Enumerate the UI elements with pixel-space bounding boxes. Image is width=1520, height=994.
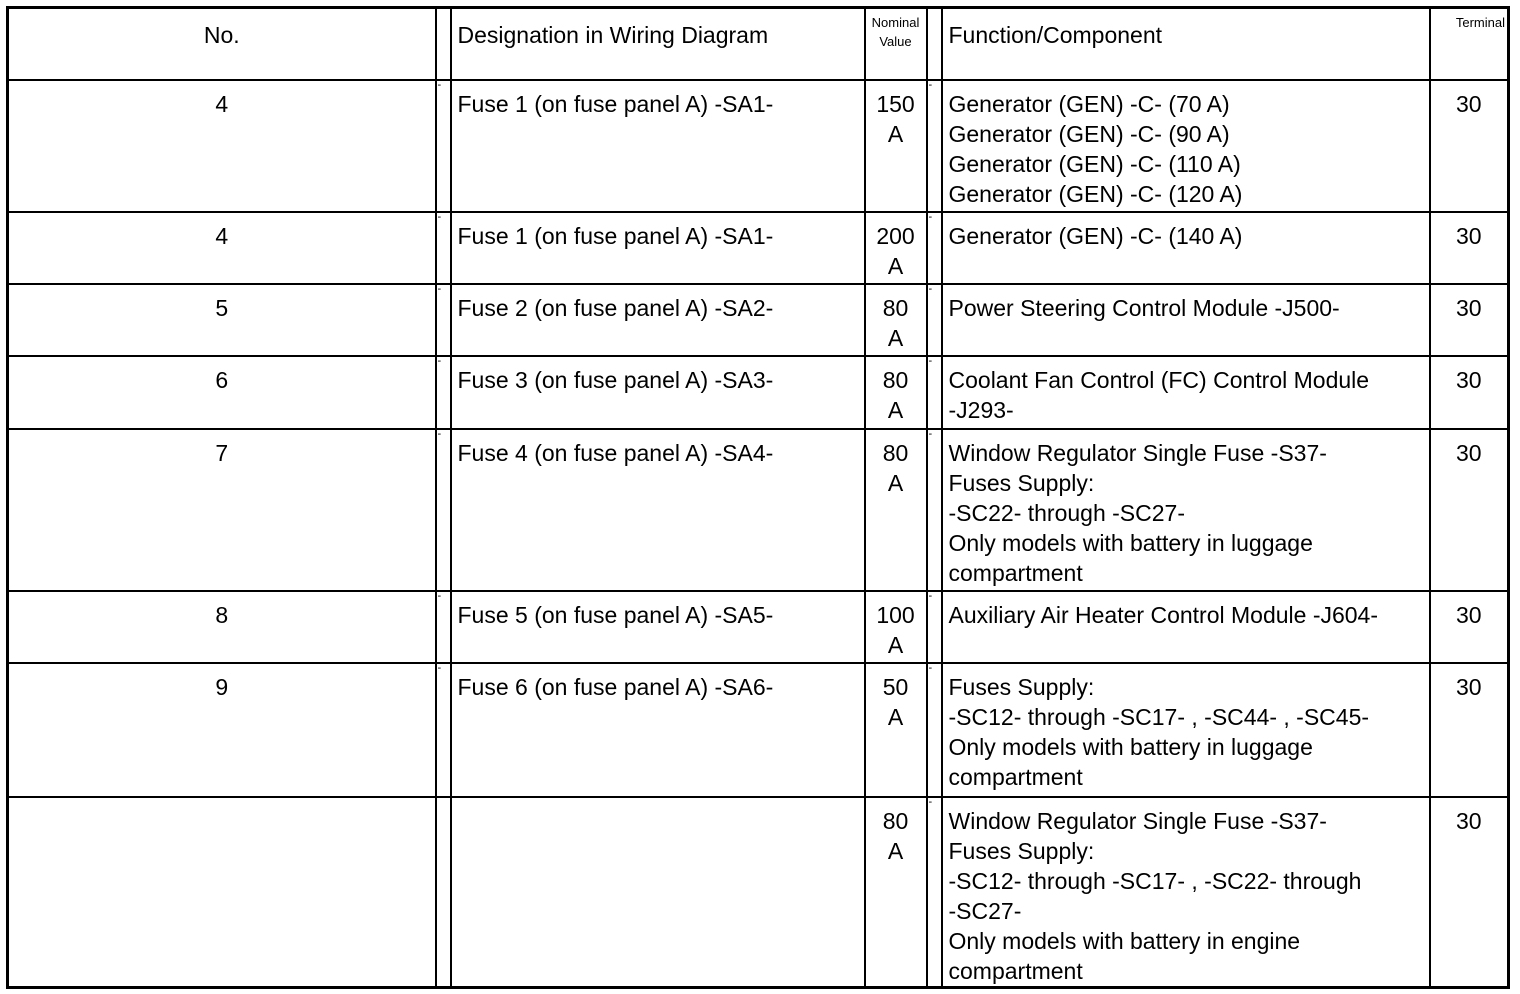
tick-mark: -: [437, 429, 442, 441]
cell-nominal-value: [865, 284, 927, 356]
table-row: [8, 356, 1509, 429]
terminal-text: 30: [1455, 90, 1482, 117]
terminal-text: 30: [1455, 602, 1482, 629]
header-no: No.: [8, 8, 436, 80]
terminal-text: 30: [1455, 222, 1482, 249]
no-text: [9, 798, 435, 806]
cell-terminal: [1430, 212, 1509, 284]
tick-mark: -: [928, 591, 933, 603]
cell-function: [942, 663, 1430, 796]
cell-terminal: [1430, 284, 1509, 356]
function-line: Generator (GEN) -C- (90 A): [948, 120, 1230, 147]
cell-terminal: [1430, 797, 1509, 988]
value-unit: A: [887, 837, 904, 864]
designation-text: Fuse 3 (on fuse panel A) -SA3-: [457, 366, 774, 393]
designation-text: Fuse 2 (on fuse panel A) -SA2-: [457, 294, 774, 321]
cell-no: [8, 212, 436, 284]
cell-nominal-value: [865, 797, 927, 988]
function-line: -J293-: [948, 396, 1014, 423]
spacer-cell: [436, 663, 451, 796]
value-number: 100: [876, 602, 915, 629]
function-line: compartment: [948, 560, 1083, 587]
cell-no: [8, 429, 436, 591]
header-row: [8, 8, 1509, 80]
value-unit: A: [887, 632, 904, 659]
cell-function: [942, 284, 1430, 356]
function-line: compartment: [948, 957, 1083, 984]
designation-text: Fuse 1 (on fuse panel A) -SA1-: [457, 222, 774, 249]
spacer-cell: [436, 429, 451, 591]
no-text: 7: [215, 440, 229, 467]
cell-terminal: [1430, 591, 1509, 663]
cell-designation: [451, 212, 865, 284]
function-line: -SC22- through -SC27-: [948, 500, 1185, 527]
tick-mark: -: [437, 663, 442, 675]
function-line: Only models with battery in engine: [948, 927, 1301, 954]
spacer-cell: [927, 591, 942, 663]
designation-text: Fuse 1 (on fuse panel A) -SA1-: [457, 90, 774, 117]
tick-mark: -: [928, 79, 933, 91]
header-function: Function/Component: [942, 8, 1430, 80]
cell-no: [8, 591, 436, 663]
function-line: -SC12- through -SC17- , -SC22- through: [948, 867, 1362, 894]
header-spacer: [436, 8, 451, 80]
function-line: Generator (GEN) -C- (70 A): [948, 90, 1230, 117]
value-number: 80: [882, 294, 909, 321]
header-designation: Designation in Wiring Diagram: [451, 8, 865, 80]
cell-terminal: [1430, 429, 1509, 591]
value-unit: A: [887, 396, 904, 423]
spacer-cell: [927, 80, 942, 212]
function-line: Power Steering Control Module -J500-: [948, 294, 1340, 321]
cell-designation: [451, 429, 865, 591]
function-line: Only models with battery in luggage: [948, 734, 1313, 761]
table-row: [8, 284, 1509, 356]
terminal-text: 30: [1455, 440, 1482, 467]
spacer-cell: [927, 212, 942, 284]
tick-mark: -: [928, 283, 933, 295]
cell-nominal-value: [865, 591, 927, 663]
cell-terminal: [1430, 80, 1509, 212]
function-line: Generator (GEN) -C- (140 A): [948, 222, 1243, 249]
function-line: Auxiliary Air Heater Control Module -J604-: [948, 602, 1379, 629]
tick-mark: -: [928, 663, 933, 675]
tick-mark: -: [437, 283, 442, 295]
table-row: [8, 429, 1509, 591]
cell-terminal: [1430, 663, 1509, 796]
tick-mark: -: [928, 429, 933, 441]
spacer-cell: [436, 80, 451, 212]
function-line: Fuses Supply:: [948, 674, 1095, 701]
spacer-cell: [927, 663, 942, 796]
cell-designation: [451, 356, 865, 429]
cell-no: [8, 797, 436, 988]
fuse-table: [6, 6, 1510, 989]
cell-nominal-value: [865, 212, 927, 284]
cell-terminal: [1430, 356, 1509, 429]
terminal-text: 30: [1455, 674, 1482, 701]
header-nominal-value: Nominal Value: [865, 8, 927, 80]
cell-nominal-value: [865, 429, 927, 591]
function-line: Generator (GEN) -C- (110 A): [948, 150, 1241, 177]
value-number: 80: [882, 366, 909, 393]
cell-designation: [451, 663, 865, 796]
no-text: 8: [215, 602, 229, 629]
spacer-cell: [436, 356, 451, 429]
designation-text: Fuse 4 (on fuse panel A) -SA4-: [457, 440, 774, 467]
cell-designation: [451, 591, 865, 663]
tick-mark: -: [928, 796, 933, 808]
value-unit: A: [887, 704, 904, 731]
no-text: 5: [215, 294, 229, 321]
value-number: 200: [876, 222, 915, 249]
designation-text: [452, 798, 864, 806]
no-text: 9: [215, 674, 229, 701]
value-number: 80: [882, 807, 909, 834]
value-unit: A: [887, 324, 904, 351]
function-line: compartment: [948, 764, 1083, 791]
table-row: [8, 797, 1509, 988]
no-text: 4: [215, 222, 229, 249]
cell-function: [942, 591, 1430, 663]
spacer-cell: [436, 284, 451, 356]
cell-function: [942, 212, 1430, 284]
value-number: 80: [882, 440, 909, 467]
cell-function: [942, 429, 1430, 591]
cell-function: [942, 80, 1430, 212]
terminal-text: 30: [1455, 366, 1482, 393]
function-line: Generator (GEN) -C- (120 A): [948, 180, 1243, 207]
table-row: [8, 591, 1509, 663]
designation-text: Fuse 6 (on fuse panel A) -SA6-: [457, 674, 774, 701]
tick-mark: -: [437, 79, 442, 91]
cell-nominal-value: [865, 356, 927, 429]
cell-no: [8, 356, 436, 429]
terminal-text: 30: [1455, 294, 1482, 321]
no-text: 4: [215, 90, 229, 117]
no-text: 6: [215, 366, 229, 393]
header-spacer: [927, 8, 942, 80]
spacer-cell: [436, 591, 451, 663]
tick-mark: -: [437, 211, 442, 223]
cell-no: [8, 80, 436, 212]
terminal-text: 30: [1455, 807, 1482, 834]
cell-function: [942, 356, 1430, 429]
tick-mark: -: [928, 355, 933, 367]
designation-text: Fuse 5 (on fuse panel A) -SA5-: [457, 602, 774, 629]
header-terminal: Terminal: [1430, 8, 1509, 80]
cell-nominal-value: [865, 663, 927, 796]
cell-no: [8, 663, 436, 796]
cell-designation: [451, 797, 865, 988]
function-line: Only models with battery in luggage: [948, 530, 1313, 557]
tick-mark: -: [437, 591, 442, 603]
function-line: Window Regulator Single Fuse -S37-: [948, 440, 1327, 467]
spacer-cell: [436, 797, 451, 988]
spacer-cell: [436, 212, 451, 284]
value-unit: A: [887, 120, 904, 147]
tick-mark: -: [928, 211, 933, 223]
function-line: -SC27-: [948, 897, 1022, 924]
spacer-cell: [927, 356, 942, 429]
cell-no: [8, 284, 436, 356]
spacer-cell: [927, 797, 942, 988]
function-line: Window Regulator Single Fuse -S37-: [948, 807, 1327, 834]
function-line: -SC12- through -SC17- , -SC44- , -SC45-: [948, 704, 1370, 731]
value-unit: A: [887, 252, 904, 279]
table-row: [8, 212, 1509, 284]
cell-designation: [451, 284, 865, 356]
cell-designation: [451, 80, 865, 212]
table-row: [8, 663, 1509, 796]
cell-function: [942, 797, 1430, 988]
tick-mark: -: [437, 355, 442, 367]
table-row: [8, 80, 1509, 212]
value-number: 150: [876, 90, 915, 117]
function-line: Coolant Fan Control (FC) Control Module: [948, 366, 1370, 393]
table-body: [8, 80, 1509, 988]
cell-nominal-value: [865, 80, 927, 212]
value-number: 50: [882, 674, 909, 701]
function-line: Fuses Supply:: [948, 470, 1095, 497]
spacer-cell: [927, 429, 942, 591]
value-unit: A: [887, 470, 904, 497]
spacer-cell: [927, 284, 942, 356]
function-line: Fuses Supply:: [948, 837, 1095, 864]
